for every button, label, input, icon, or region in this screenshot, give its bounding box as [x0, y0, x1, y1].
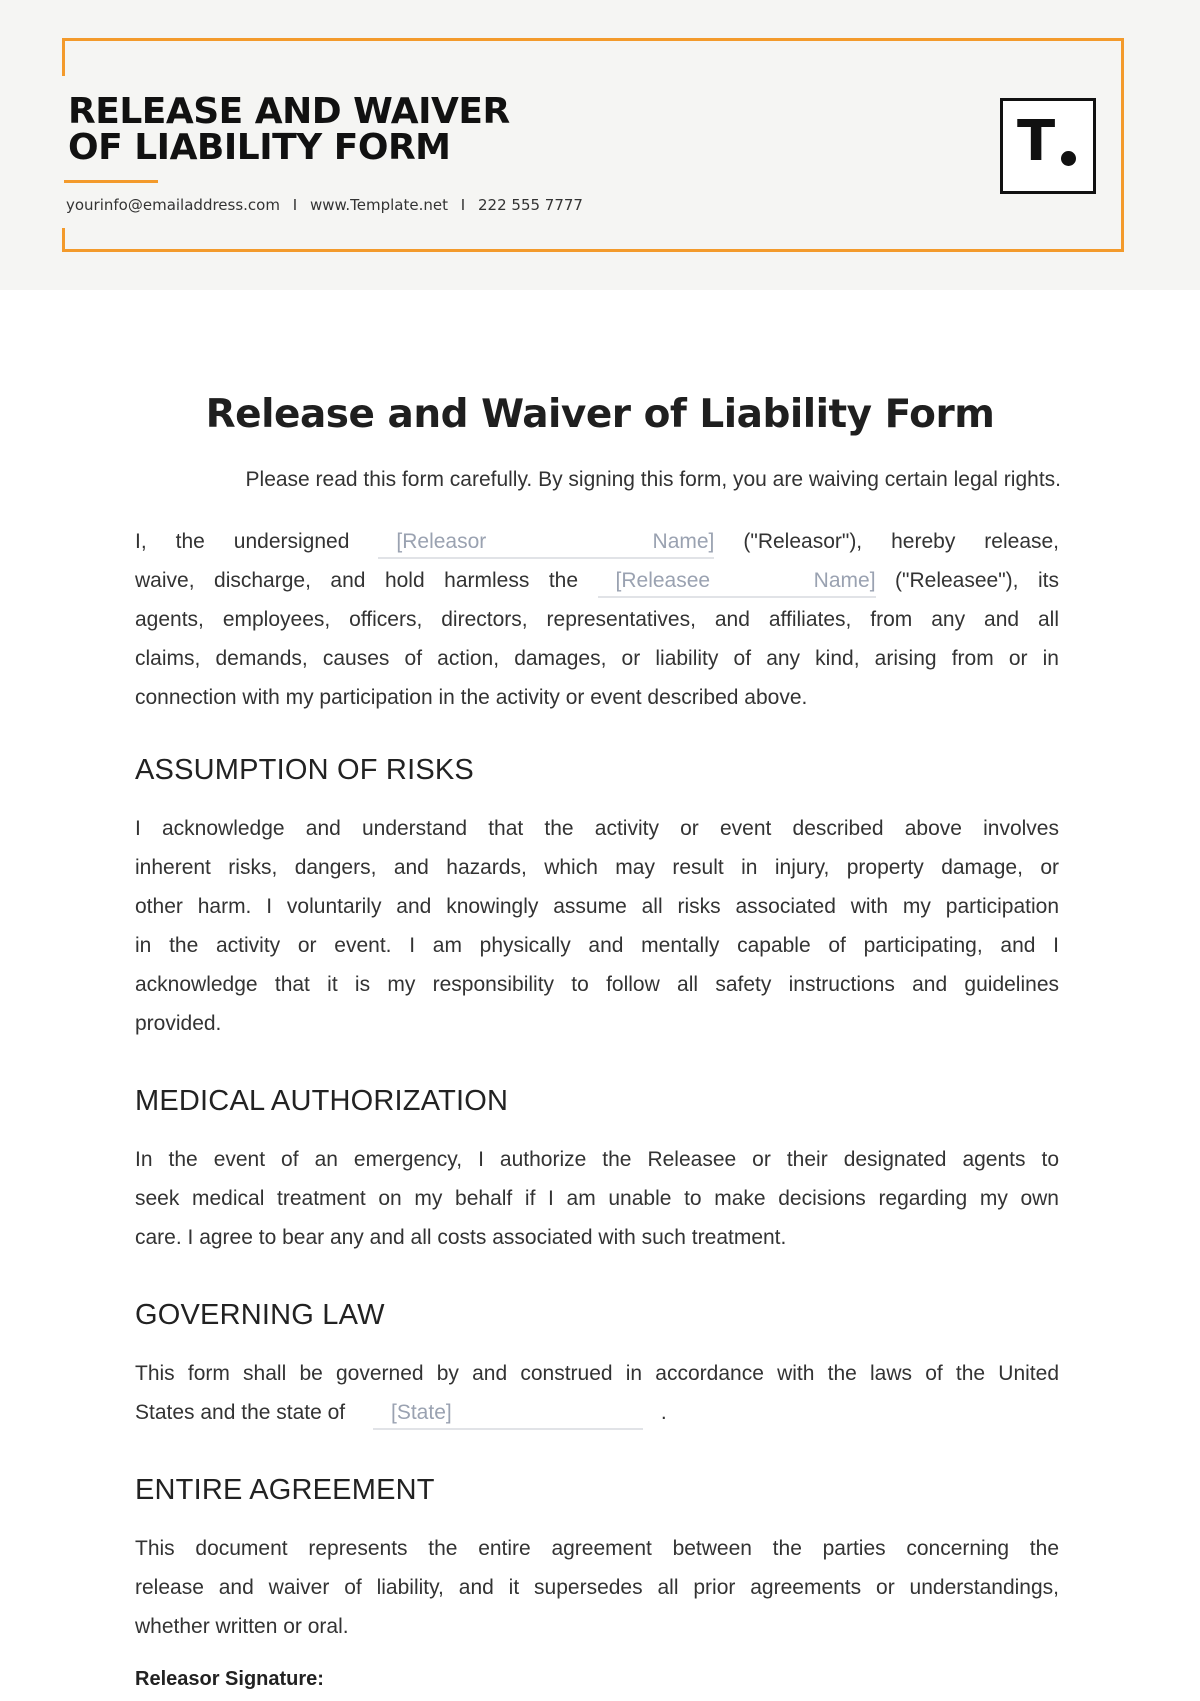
releasor-signature-label: Releasor Signature: — [135, 1668, 324, 1690]
header-contact-line — [66, 196, 583, 214]
assumption-of-risks-text — [135, 809, 1059, 1043]
logo-letter: T — [1017, 109, 1056, 174]
medical-line: seek medical treatment on my behalf if I am unable to make decisions regarding my own — [135, 1187, 1059, 1210]
medical-line: In the event of an emergency, I authorize the Releasee or their designated agents to — [135, 1148, 1059, 1171]
header-title-line-1: RELEASE AND WAIVER — [68, 91, 510, 132]
release-text: waive, discharge, and hold harmless the — [135, 569, 579, 592]
header-band — [0, 0, 1200, 290]
assumption-line: I acknowledge and understand that the activity or event described above involves — [135, 817, 1059, 840]
frame-left-top-border — [62, 38, 65, 76]
governing-line-2 — [135, 1393, 1059, 1432]
contact-phone: 222 555 7777 — [478, 196, 583, 214]
release-line-5: connection with my participation in the activity or event described above. — [135, 686, 808, 709]
entire-agreement-heading: ENTIRE AGREEMENT — [135, 1474, 435, 1506]
frame-right-border — [1121, 38, 1124, 252]
governing-period: . — [660, 1401, 667, 1424]
assumption-line: in the activity or event. I am physically and mentally capable of participating, and I — [135, 934, 1059, 957]
assumption-line: inherent risks, dangers, and hazards, which may result in injury, property damage, or — [135, 856, 1059, 879]
releasor-name-field[interactable]: [Releasor Name] — [378, 527, 714, 559]
release-line-1 — [135, 522, 1059, 561]
governing-law-heading: GOVERNING LAW — [135, 1299, 385, 1331]
header-title-line-2: OF LIABILITY FORM — [68, 127, 451, 168]
governing-line-1: This form shall be governed by and construed in accordance with the laws of the United — [135, 1362, 1059, 1385]
contact-separator: I — [292, 196, 298, 214]
release-text: ("Releasee"), its — [895, 569, 1059, 592]
medical-line: care. I agree to bear any and all costs associated with such treatment. — [135, 1226, 787, 1249]
assumption-line: other harm. I voluntarily and knowingly assume all risks associated with my participation — [135, 895, 1059, 918]
medical-authorization-heading: MEDICAL AUTHORIZATION — [135, 1085, 509, 1117]
release-line-2 — [135, 561, 1059, 600]
assumption-line: provided. — [135, 1012, 222, 1035]
entire-line: This document represents the entire agreement between the parties concerning the — [135, 1537, 1059, 1560]
header-accent-bar — [64, 180, 158, 183]
governing-text: States and the state of — [135, 1401, 346, 1424]
assumption-of-risks-heading: ASSUMPTION OF RISKS — [135, 754, 474, 786]
frame-top-border — [62, 38, 1124, 41]
release-text: I, the undersigned — [135, 530, 350, 553]
release-paragraph — [135, 522, 1059, 717]
logo-dot — [1061, 151, 1076, 166]
frame-left-bottom-border — [62, 228, 65, 252]
releasee-name-field[interactable]: [Releasee Name] — [598, 566, 876, 598]
state-field[interactable]: [State] — [373, 1398, 643, 1430]
medical-authorization-text — [135, 1140, 1059, 1257]
document-title: Release and Waiver of Liability Form — [205, 392, 995, 437]
contact-website[interactable]: www.Template.net — [309, 196, 448, 214]
release-text: ("Releasor"), hereby release, — [743, 530, 1060, 553]
governing-law-text — [135, 1354, 1059, 1432]
contact-email[interactable]: yourinfo@emailaddress.com — [66, 196, 280, 214]
contact-separator: I — [460, 196, 466, 214]
release-line-4: claims, demands, causes of action, damages, or liability of any kind, arising from or in — [135, 647, 1059, 670]
entire-line: whether written or oral. — [135, 1615, 349, 1638]
assumption-line: acknowledge that it is my responsibility to follow all safety instructions and guidelines — [135, 973, 1059, 996]
intro-text: Please read this form carefully. By signing this form, you are waiving certain legal rights. — [245, 468, 1061, 491]
release-line-3: agents, employees, officers, directors, representatives, and affiliates, from any and all — [135, 608, 1059, 631]
entire-line: release and waiver of liability, and it supersedes all prior agreements or understandings, — [135, 1576, 1059, 1599]
header-title — [68, 91, 628, 168]
entire-agreement-text — [135, 1529, 1059, 1646]
template-logo — [1000, 98, 1096, 194]
frame-bottom-border — [62, 249, 1124, 252]
